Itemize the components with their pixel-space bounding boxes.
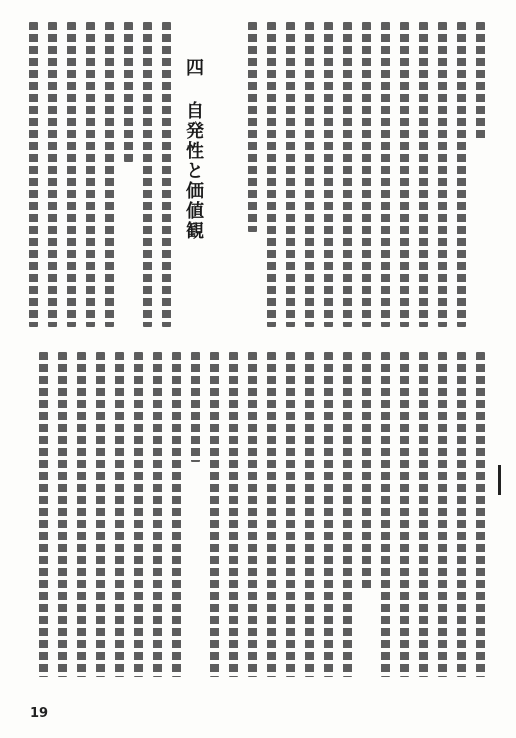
text-line (476, 352, 485, 677)
text-line (476, 22, 485, 142)
text-line (400, 352, 409, 677)
text-line (286, 352, 295, 677)
text-line (105, 22, 114, 327)
text-line (48, 22, 57, 327)
text-line (362, 352, 371, 592)
text-line (191, 352, 200, 462)
text-line (324, 22, 333, 327)
lower-text-block (24, 352, 494, 692)
text-line (286, 22, 295, 327)
text-line (419, 22, 428, 327)
text-line (248, 22, 257, 232)
text-line (39, 352, 48, 677)
upper-text-block (24, 22, 494, 334)
text-line (267, 352, 276, 677)
text-line (248, 352, 257, 677)
text-line (400, 22, 409, 327)
text-line (172, 352, 181, 677)
text-line (77, 352, 86, 677)
page-number: 19 (30, 706, 49, 721)
text-line (153, 352, 162, 677)
text-line (210, 352, 219, 677)
text-line (115, 352, 124, 677)
text-line (267, 22, 276, 327)
text-line (343, 22, 352, 327)
text-line (438, 352, 447, 677)
text-line (305, 352, 314, 677)
text-line (362, 22, 371, 327)
margin-mark (498, 465, 501, 495)
text-line (457, 22, 466, 327)
text-line (438, 22, 447, 327)
text-line (457, 352, 466, 677)
text-line (343, 352, 352, 677)
text-line (29, 22, 38, 327)
section-heading: 四 自発性と価値観 (183, 58, 204, 241)
text-line (134, 352, 143, 677)
text-line (58, 352, 67, 677)
text-line (86, 22, 95, 327)
text-line (324, 352, 333, 677)
text-line (124, 22, 133, 162)
text-line (229, 352, 238, 677)
text-line (381, 22, 390, 327)
text-line (381, 352, 390, 677)
text-line (67, 22, 76, 327)
text-line (162, 22, 171, 327)
text-line (96, 352, 105, 677)
text-line (305, 22, 314, 327)
text-line (143, 22, 152, 327)
text-line (419, 352, 428, 677)
